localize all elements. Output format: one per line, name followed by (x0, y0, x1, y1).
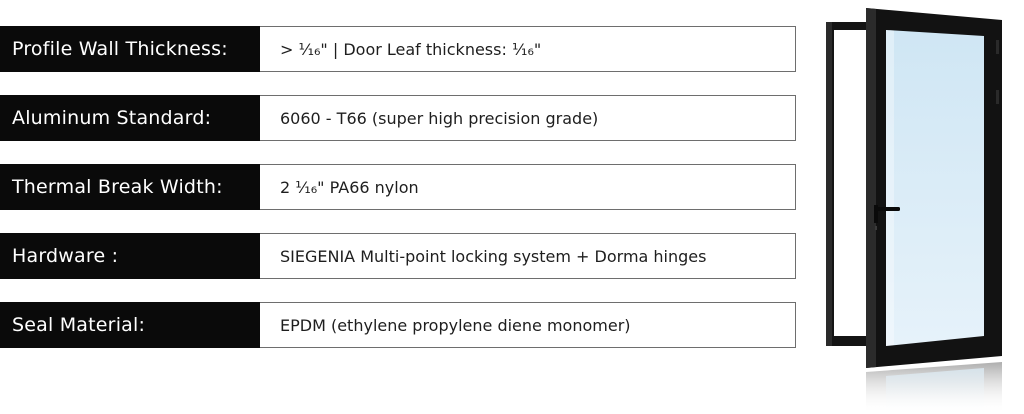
spec-label: Profile Wall Thickness: (0, 26, 260, 72)
spec-row-seal-material (0, 302, 796, 348)
spec-value: SIEGENIA Multi-point locking system + Dorma hinges (260, 233, 796, 279)
spec-row-thermal-break-width (0, 164, 796, 210)
spec-row-aluminum-standard (0, 95, 796, 141)
hinge-icon (996, 90, 999, 104)
spec-label: Seal Material: (0, 302, 260, 348)
spec-value: 6060 - T66 (super high precision grade) (260, 95, 796, 141)
door-image (820, 0, 1024, 414)
floor-reflection (866, 362, 1002, 414)
spec-value: 2 ¹⁄₁₆" PA66 nylon (260, 164, 796, 210)
door-leaf (866, 8, 1002, 368)
spec-row-profile-wall-thickness (0, 26, 796, 72)
door-frame (826, 22, 870, 346)
hinge-icon (996, 40, 999, 54)
spec-label: Hardware : (0, 233, 260, 279)
spec-label: Aluminum Standard: (0, 95, 260, 141)
spec-label: Thermal Break Width: (0, 164, 260, 210)
spec-value: > ¹⁄₁₆" | Door Leaf thickness: ¹⁄₁₆" (260, 26, 796, 72)
spec-row-hardware (0, 233, 796, 279)
spec-value: EPDM (ethylene propylene diene monomer) (260, 302, 796, 348)
